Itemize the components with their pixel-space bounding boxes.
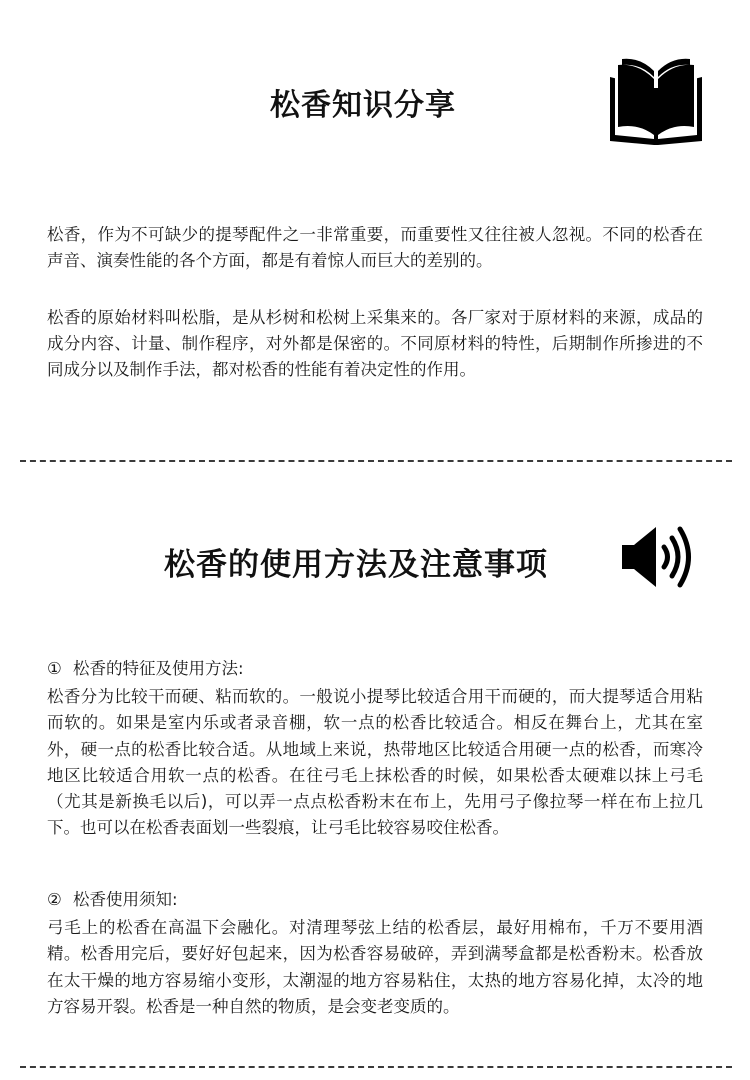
intro-paragraph-1: 松香，作为不可缺少的提琴配件之一非常重要，而重要性又往往被人忽视。不同的松香在声音、演奏性能的各个方面，都是有着惊人而巨大的差别的。 bbox=[47, 225, 703, 270]
item-paragraph-features: 松香分为比较干而硬、粘而软的。一般说小提琴比较适合用干而硬的，而大提琴适合用粘而软的。如果是室内乐或者录音棚，软一点的松香比较适合。相反在舞台上，尤其在室外，硬一点的松香比较合适。从地域上来说，热带地区比较适合用硬一点的松香，而寒冷地区比较适合用软一点的松香。在往弓毛上抹松香的时候，如果松香太硬难以抹上弓毛（尤其是新换毛以后)，可以弄一点点松香粉末在布上，先用弓子像拉琴一样在布上拉几下。也可以在松香表面划一些裂痕，让弓毛比较容易咬住松香。 bbox=[47, 687, 703, 838]
section-divider bbox=[20, 1066, 732, 1068]
item-heading-notes bbox=[47, 887, 178, 913]
item-heading-features bbox=[47, 656, 244, 682]
section-title-usage-notes: 松香的使用方法及注意事项 bbox=[164, 547, 548, 583]
item-paragraph-notes: 弓毛上的松香在高温下会融化。对清理琴弦上结的松香层，最好用棉布，千万不要用酒精。松香用完后，要好好包起来，因为松香容易破碎，弄到满琴盒都是松香粉末。松香放在太干燥的地方容易缩小变形，太潮湿的地方容易粘住，太热的地方容易化掉，太冷的地方容易开裂。松香是一种自然的物质，是会变老变质的。 bbox=[47, 918, 703, 1016]
intro-paragraph-2: 松香的原始材料叫松脂，是从杉树和松树上采集来的。各厂家对于原材料的来源，成品的成分内容、计量、制作程序，对外都是保密的。不同原材料的特性，后期制作所掺进的不同成分以及制作手法，都对松香的性能有着决定性的作用。 bbox=[47, 308, 703, 379]
item-heading-text: 松香使用须知: bbox=[73, 890, 178, 909]
open-book-icon bbox=[608, 55, 704, 145]
section-divider bbox=[20, 460, 732, 462]
item-number: ① bbox=[47, 659, 62, 678]
item-heading-text: 松香的特征及使用方法: bbox=[73, 659, 244, 678]
item-number: ② bbox=[47, 890, 62, 909]
section-title-rosin-knowledge: 松香知识分享 bbox=[270, 88, 456, 123]
speaker-volume-icon bbox=[620, 523, 696, 591]
